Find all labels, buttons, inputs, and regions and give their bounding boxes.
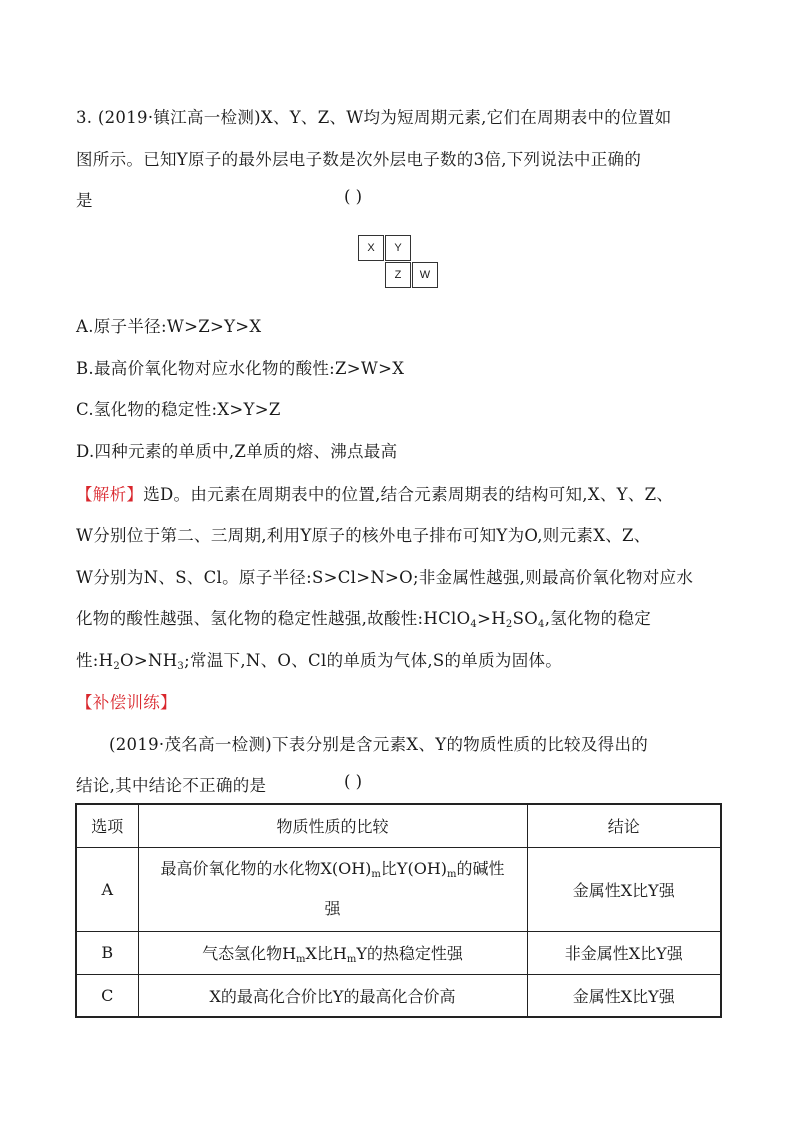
row-c-conclusion: 金属性X比Y强 [527,974,721,1017]
option-d: D.四种元素的单质中,Z单质的熔、沸点最高 [76,442,398,461]
grid-cell-x: X [358,235,384,261]
row-c-comparison: X的最高化合价比Y的最高化合价高 [138,974,527,1017]
option-b: B.最高价氧化物对应水化物的酸性:Z>W>X [76,359,405,378]
comparison-table [75,803,722,1018]
row-b-option: B [76,931,138,974]
row-b-conclusion: 非金属性X比Y强 [527,931,721,974]
table-header-row [76,804,721,847]
analysis-line-1: 【解析】选D。由元素在周期表中的位置,结合元素周期表的结构可知,X、Y、Z、 [76,485,674,504]
analysis-line-2: W分别位于第二、三周期,利用Y原子的核外电子排布可知Y为O,则元素X、Z、 [76,526,651,545]
grid-cell-z: Z [385,262,411,288]
analysis-line-5: 性$:H_2O>NH_3$;常温下,N、O、Cl的单质为气体,S的单质为固体。 [76,651,563,672]
grid-cell-w: W [412,262,438,288]
option-a: A.原子半径:W>Z>Y>X [76,317,262,336]
table-row [76,931,721,974]
row-a-option: A [76,847,138,931]
row-b-comparison: 气态氢化物$H_mX$比$H_mY$的热稳定性强 [138,931,527,974]
option-c: C.氢化物的稳定性:X>Y>Z [76,400,281,419]
practice-answer-blank: ( ) [344,772,363,791]
analysis-line-4: 化物的酸性越强、氢化物的稳定性越强,故酸性$:HClO_4>H_2SO_4$,氢化物的稳定 [76,609,652,630]
grid-cell-y: Y [385,235,411,261]
row-a-conclusion: 金属性X比Y强 [527,847,721,931]
question-line-2: 图所示。已知Y原子的最外层电子数是次外层电子数的3倍,下列说法中正确的 [76,150,642,169]
header-conclusion: 结论 [527,804,721,847]
header-option: 选项 [76,804,138,847]
analysis-line-3: W分别为N、S、Cl。原子半径:S>Cl>N>O;非金属性越强,则最高价氧化物对应水 [76,568,694,587]
row-a-comparison: 最高价氧化物的水化物$X(OH)_m$比$Y(OH)_m$的碱性 强 [138,847,527,931]
question-line-3: 是 [76,191,93,210]
practice-line-2: 结论,其中结论不正确的是 [76,776,267,795]
table-row [76,847,721,931]
header-comparison: 物质性质的比较 [138,804,527,847]
row-c-option: C [76,974,138,1017]
analysis-tag: 【解析】 [76,485,144,504]
question-line-1: 3. (2019·镇江高一检测)X、Y、Z、W均为短周期元素,它们在周期表中的位置如 [76,108,672,127]
table-row [76,974,721,1017]
practice-tag: 【补偿训练】 [76,693,177,712]
practice-line-1: (2019·茂名高一检测)下表分别是含元素X、Y的物质性质的比较及得出的 [109,735,649,754]
answer-blank: ( ) [344,187,363,206]
